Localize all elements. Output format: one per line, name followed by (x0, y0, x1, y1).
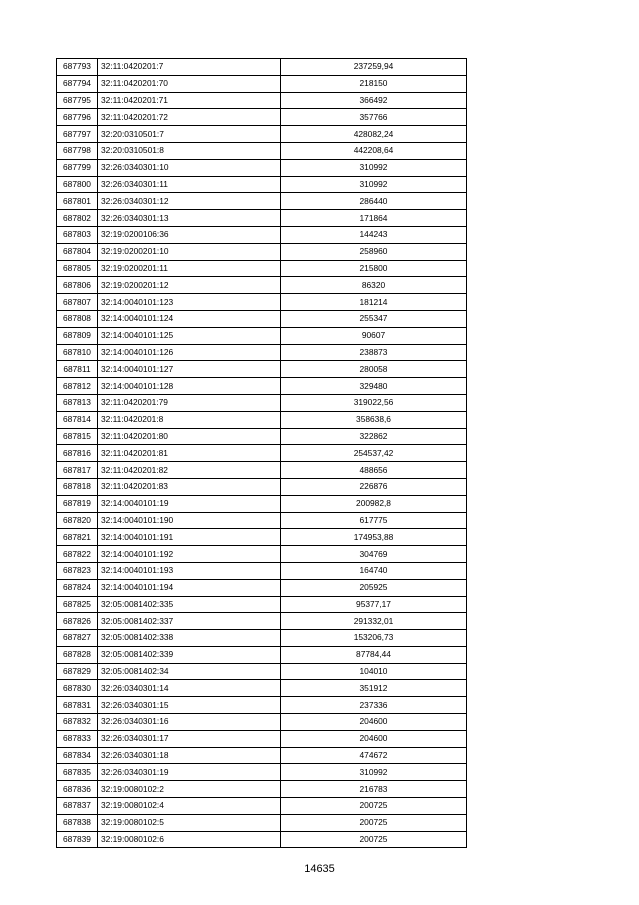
row-id-cell: 687807 (57, 294, 98, 311)
row-id-cell: 687832 (57, 714, 98, 731)
row-id-cell: 687795 (57, 92, 98, 109)
row-id-cell: 687793 (57, 59, 98, 76)
row-id-cell: 687808 (57, 310, 98, 327)
value-cell: 310992 (281, 159, 467, 176)
value-cell: 216783 (281, 781, 467, 798)
value-cell: 329480 (281, 378, 467, 395)
cadastral-number-cell: 32:11:0420201:82 (98, 462, 281, 479)
table-row (57, 512, 467, 529)
cadastral-number-cell: 32:05:0081402:337 (98, 613, 281, 630)
table-row (57, 613, 467, 630)
value-cell: 153206,73 (281, 630, 467, 647)
cadastral-number-cell: 32:11:0420201:70 (98, 75, 281, 92)
value-cell: 200725 (281, 798, 467, 815)
value-cell: 104010 (281, 663, 467, 680)
table-row (57, 680, 467, 697)
table-row (57, 142, 467, 159)
cadastral-number-cell: 32:05:0081402:338 (98, 630, 281, 647)
row-id-cell: 687803 (57, 226, 98, 243)
value-cell: 442208,64 (281, 142, 467, 159)
value-cell: 205925 (281, 579, 467, 596)
value-cell: 366492 (281, 92, 467, 109)
row-id-cell: 687811 (57, 361, 98, 378)
table-row (57, 478, 467, 495)
table-row (57, 243, 467, 260)
data-table-body (57, 59, 467, 848)
row-id-cell: 687804 (57, 243, 98, 260)
table-row (57, 59, 467, 76)
table-row (57, 697, 467, 714)
cadastral-number-cell: 32:19:0080102:6 (98, 831, 281, 848)
cadastral-number-cell: 32:14:0040101:123 (98, 294, 281, 311)
cadastral-number-cell: 32:19:0200106:36 (98, 226, 281, 243)
value-cell: 215800 (281, 260, 467, 277)
row-id-cell: 687798 (57, 142, 98, 159)
table-row (57, 126, 467, 143)
value-cell: 351912 (281, 680, 467, 697)
value-cell: 291332,01 (281, 613, 467, 630)
cadastral-number-cell: 32:05:0081402:34 (98, 663, 281, 680)
row-id-cell: 687831 (57, 697, 98, 714)
cadastral-number-cell: 32:20:0310501:7 (98, 126, 281, 143)
value-cell: 171864 (281, 210, 467, 227)
value-cell: 617775 (281, 512, 467, 529)
table-row (57, 344, 467, 361)
row-id-cell: 687800 (57, 176, 98, 193)
table-row (57, 831, 467, 848)
table-row (57, 75, 467, 92)
cadastral-number-cell: 32:26:0340301:11 (98, 176, 281, 193)
row-id-cell: 687837 (57, 798, 98, 815)
value-cell: 304769 (281, 546, 467, 563)
table-row (57, 310, 467, 327)
table-row (57, 159, 467, 176)
value-cell: 95377,17 (281, 596, 467, 613)
value-cell: 200982,8 (281, 495, 467, 512)
row-id-cell: 687806 (57, 277, 98, 294)
row-id-cell: 687836 (57, 781, 98, 798)
value-cell: 488656 (281, 462, 467, 479)
value-cell: 310992 (281, 176, 467, 193)
cadastral-number-cell: 32:19:0080102:4 (98, 798, 281, 815)
cadastral-number-cell: 32:14:0040101:193 (98, 562, 281, 579)
row-id-cell: 687826 (57, 613, 98, 630)
cadastral-number-cell: 32:14:0040101:19 (98, 495, 281, 512)
cadastral-number-cell: 32:14:0040101:125 (98, 327, 281, 344)
row-id-cell: 687805 (57, 260, 98, 277)
row-id-cell: 687839 (57, 831, 98, 848)
table-row (57, 226, 467, 243)
cadastral-number-cell: 32:11:0420201:72 (98, 109, 281, 126)
row-id-cell: 687799 (57, 159, 98, 176)
row-id-cell: 687814 (57, 411, 98, 428)
cadastral-number-cell: 32:26:0340301:17 (98, 730, 281, 747)
table-row (57, 798, 467, 815)
value-cell: 86320 (281, 277, 467, 294)
cadastral-number-cell: 32:11:0420201:8 (98, 411, 281, 428)
row-id-cell: 687835 (57, 764, 98, 781)
table-row (57, 562, 467, 579)
table-row (57, 663, 467, 680)
value-cell: 255347 (281, 310, 467, 327)
table-row (57, 495, 467, 512)
table-row (57, 546, 467, 563)
value-cell: 428082,24 (281, 126, 467, 143)
value-cell: 358638,6 (281, 411, 467, 428)
row-id-cell: 687822 (57, 546, 98, 563)
cadastral-number-cell: 32:14:0040101:194 (98, 579, 281, 596)
row-id-cell: 687825 (57, 596, 98, 613)
cadastral-number-cell: 32:26:0340301:13 (98, 210, 281, 227)
row-id-cell: 687813 (57, 394, 98, 411)
table-row (57, 378, 467, 395)
value-cell: 87784,44 (281, 646, 467, 663)
row-id-cell: 687812 (57, 378, 98, 395)
value-cell: 319022,56 (281, 394, 467, 411)
table-row (57, 714, 467, 731)
row-id-cell: 687830 (57, 680, 98, 697)
cadastral-number-cell: 32:11:0420201:83 (98, 478, 281, 495)
table-row (57, 781, 467, 798)
cadastral-number-cell: 32:26:0340301:10 (98, 159, 281, 176)
row-id-cell: 687796 (57, 109, 98, 126)
table-row (57, 109, 467, 126)
table-row (57, 210, 467, 227)
table-row (57, 361, 467, 378)
table-row (57, 630, 467, 647)
value-cell: 238873 (281, 344, 467, 361)
table-row (57, 529, 467, 546)
row-id-cell: 687809 (57, 327, 98, 344)
cadastral-number-cell: 32:19:0200201:12 (98, 277, 281, 294)
value-cell: 204600 (281, 714, 467, 731)
cadastral-number-cell: 32:26:0340301:16 (98, 714, 281, 731)
value-cell: 164740 (281, 562, 467, 579)
cadastral-number-cell: 32:19:0080102:2 (98, 781, 281, 798)
table-row (57, 176, 467, 193)
table-row (57, 579, 467, 596)
cadastral-number-cell: 32:05:0081402:335 (98, 596, 281, 613)
row-id-cell: 687833 (57, 730, 98, 747)
cadastral-number-cell: 32:14:0040101:192 (98, 546, 281, 563)
value-cell: 200725 (281, 814, 467, 831)
row-id-cell: 687819 (57, 495, 98, 512)
table-row (57, 394, 467, 411)
value-cell: 204600 (281, 730, 467, 747)
value-cell: 357766 (281, 109, 467, 126)
cadastral-number-cell: 32:05:0081402:339 (98, 646, 281, 663)
data-table (56, 58, 467, 848)
cadastral-number-cell: 32:11:0420201:80 (98, 428, 281, 445)
value-cell: 181214 (281, 294, 467, 311)
value-cell: 258960 (281, 243, 467, 260)
row-id-cell: 687821 (57, 529, 98, 546)
table-row (57, 764, 467, 781)
cadastral-number-cell: 32:14:0040101:191 (98, 529, 281, 546)
row-id-cell: 687823 (57, 562, 98, 579)
value-cell: 254537,42 (281, 445, 467, 462)
cadastral-number-cell: 32:26:0340301:19 (98, 764, 281, 781)
cadastral-number-cell: 32:14:0040101:128 (98, 378, 281, 395)
cadastral-number-cell: 32:19:0200201:10 (98, 243, 281, 260)
value-cell: 174953,88 (281, 529, 467, 546)
cadastral-number-cell: 32:26:0340301:14 (98, 680, 281, 697)
cadastral-number-cell: 32:11:0420201:81 (98, 445, 281, 462)
value-cell: 200725 (281, 831, 467, 848)
table-row (57, 327, 467, 344)
cadastral-number-cell: 32:14:0040101:127 (98, 361, 281, 378)
table-row (57, 277, 467, 294)
table-row (57, 730, 467, 747)
table-row (57, 92, 467, 109)
row-id-cell: 687838 (57, 814, 98, 831)
row-id-cell: 687794 (57, 75, 98, 92)
value-cell: 90607 (281, 327, 467, 344)
value-cell: 237259,94 (281, 59, 467, 76)
row-id-cell: 687817 (57, 462, 98, 479)
page-number: 14635 (304, 863, 335, 875)
table-row (57, 462, 467, 479)
cadastral-number-cell: 32:11:0420201:71 (98, 92, 281, 109)
table-row (57, 294, 467, 311)
value-cell: 280058 (281, 361, 467, 378)
cadastral-number-cell: 32:14:0040101:124 (98, 310, 281, 327)
row-id-cell: 687816 (57, 445, 98, 462)
row-id-cell: 687818 (57, 478, 98, 495)
table-row (57, 411, 467, 428)
row-id-cell: 687828 (57, 646, 98, 663)
row-id-cell: 687801 (57, 193, 98, 210)
cadastral-number-cell: 32:20:0310501:8 (98, 142, 281, 159)
table-row (57, 445, 467, 462)
table-row (57, 747, 467, 764)
cadastral-number-cell: 32:19:0080102:5 (98, 814, 281, 831)
cadastral-number-cell: 32:14:0040101:190 (98, 512, 281, 529)
value-cell: 474672 (281, 747, 467, 764)
row-id-cell: 687820 (57, 512, 98, 529)
table-row (57, 814, 467, 831)
row-id-cell: 687810 (57, 344, 98, 361)
row-id-cell: 687834 (57, 747, 98, 764)
table-row (57, 260, 467, 277)
value-cell: 226876 (281, 478, 467, 495)
row-id-cell: 687815 (57, 428, 98, 445)
row-id-cell: 687829 (57, 663, 98, 680)
cadastral-number-cell: 32:11:0420201:79 (98, 394, 281, 411)
row-id-cell: 687797 (57, 126, 98, 143)
cadastral-number-cell: 32:26:0340301:12 (98, 193, 281, 210)
table-row (57, 428, 467, 445)
cadastral-number-cell: 32:11:0420201:7 (98, 59, 281, 76)
row-id-cell: 687827 (57, 630, 98, 647)
cadastral-number-cell: 32:14:0040101:126 (98, 344, 281, 361)
value-cell: 144243 (281, 226, 467, 243)
cadastral-number-cell: 32:26:0340301:18 (98, 747, 281, 764)
cadastral-number-cell: 32:19:0200201:11 (98, 260, 281, 277)
table-row (57, 646, 467, 663)
table-row (57, 193, 467, 210)
value-cell: 237336 (281, 697, 467, 714)
row-id-cell: 687824 (57, 579, 98, 596)
value-cell: 310992 (281, 764, 467, 781)
cadastral-number-cell: 32:26:0340301:15 (98, 697, 281, 714)
value-cell: 218150 (281, 75, 467, 92)
value-cell: 322862 (281, 428, 467, 445)
row-id-cell: 687802 (57, 210, 98, 227)
value-cell: 286440 (281, 193, 467, 210)
table-row (57, 596, 467, 613)
